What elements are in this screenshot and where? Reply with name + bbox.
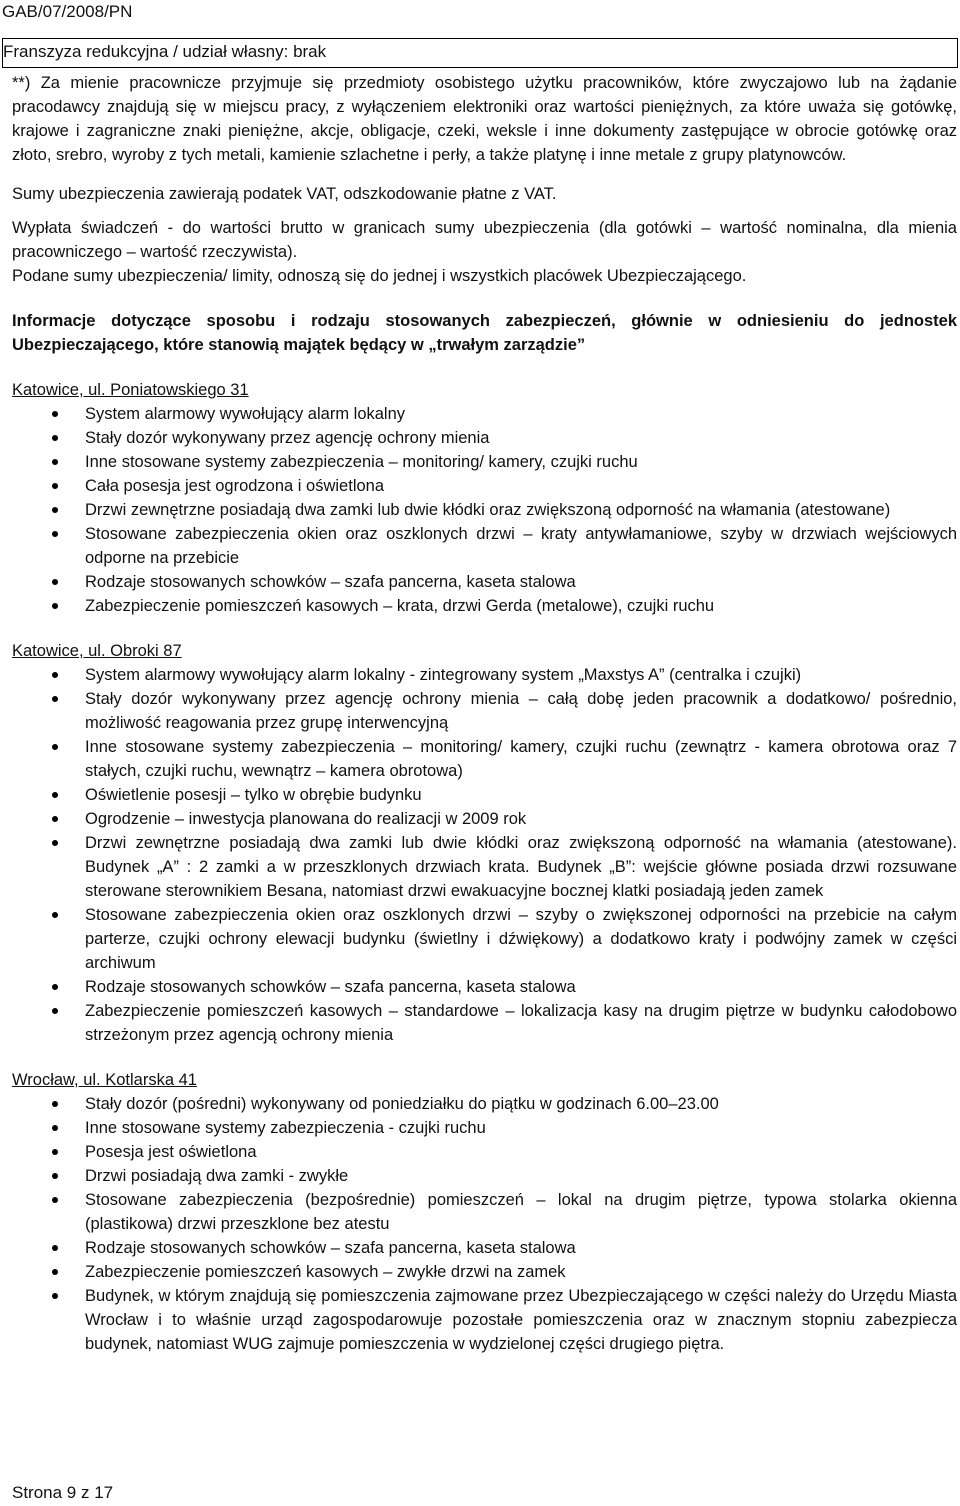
list-item: Zabezpieczenie pomieszczeń kasowych – standardowe – lokalizacja kasy na drugim piętrze w budynku całodobowo strzeżonym przez agencją ochrony mienia <box>12 999 957 1047</box>
bullet-icon <box>52 840 58 846</box>
list-item: Stały dozór wykonywany przez agencję ochrony mienia <box>12 426 957 450</box>
bullet-icon <box>52 1173 58 1179</box>
list-item: Drzwi zewnętrzne posiadają dwa zamki lub dwie kłódki oraz zwiększoną odporność na włamania (atestowane). Budynek „A” : 2 zamki a w przeszklonych drzwiach krata. Budynek „B”: wejście główne posiada drzwi rozsuwane sterowane sterownikiem Besana, natomiast drzwi ewakuacyjne bocznej klatki posiadają jeden zamek <box>12 831 957 903</box>
list-item: Budynek, w którym znajdują się pomieszczenia zajmowane przez Ubezpieczającego w części należy do Urzędu Miasta Wrocław i to właśnie urząd zagospodarowuje pozostałe pomieszczenia oraz w znacznym stopniu zabezpiecza budynek, natomiast WUG zajmuje pomieszczenia w wydzielonej części drugiego piętra. <box>12 1284 957 1356</box>
bullet-icon <box>52 912 58 918</box>
list-item: Cała posesja jest ogrodzona i oświetlona <box>12 474 957 498</box>
list-item: Stały dozór (pośredni) wykonywany od poniedziałku do piątku w godzinach 6.00–23.00 <box>12 1092 957 1116</box>
bullet-icon <box>52 507 58 513</box>
note-paragraph: **) Za mienie pracownicze przyjmuje się przedmioty osobistego użytku pracowników, które zwyczajowo lub na żądanie pracodawcy znajdują się w miejscu pracy, z wyłączeniem elektroniki oraz wartości pieniężnych, za które uważa się gotówkę, krajowe i zagraniczne znaki pieniężne, akcje, obligacje, czeki, weksle i inne dokumenty zastępujące w obrocie gotówkę oraz złoto, srebro, wyroby z tych metali, kamienie szlachetne i perły, a także platynę i inne metale z grupy platynowców. <box>12 74 957 164</box>
bullet-icon <box>52 411 58 417</box>
bullet-icon <box>52 696 58 702</box>
list-item: Inne stosowane systemy zabezpieczenia – monitoring/ kamery, czujki ruchu (zewnątrz - kamera obrotowa oraz 7 stałych, czujki ruchu, wewnątrz – kamera obrotowa) <box>12 735 957 783</box>
bullet-icon <box>52 744 58 750</box>
list-item: Rodzaje stosowanych schowków – szafa pancerna, kaseta stalowa <box>12 570 957 594</box>
bullet-icon <box>52 1149 58 1155</box>
vat-paragraph: Sumy ubezpieczenia zawierają podatek VAT, odszkodowanie płatne z VAT. <box>12 185 557 203</box>
list-item: Rodzaje stosowanych schowków – szafa pancerna, kaseta stalowa <box>12 975 957 999</box>
bullet-icon <box>52 984 58 990</box>
security-list <box>12 402 957 618</box>
location-section <box>12 639 957 1047</box>
bullet-icon <box>52 792 58 798</box>
list-item: Ogrodzenie – inwestycja planowana do realizacji w 2009 rok <box>12 807 957 831</box>
list-item: Drzwi posiadają dwa zamki - zwykłe <box>12 1164 957 1188</box>
bullet-icon <box>52 1125 58 1131</box>
list-item: Stały dozór wykonywany przez agencję ochrony mienia – całą dobę jeden pracownik a dodatkowo/ pośrednio, możliwość reagowania przez grupę interwencyjną <box>12 687 957 735</box>
list-item: Rodzaje stosowanych schowków – szafa pancerna, kaseta stalowa <box>12 1236 957 1260</box>
bullet-icon <box>52 1008 58 1014</box>
list-item: Inne stosowane systemy zabezpieczenia – monitoring/ kamery, czujki ruchu <box>12 450 957 474</box>
bullet-icon <box>52 531 58 537</box>
list-item: Inne stosowane systemy zabezpieczenia - czujki ruchu <box>12 1116 957 1140</box>
list-item: Stosowane zabezpieczenia okien oraz oszklonych drzwi – kraty antywłamaniowe, szyby w drzwiach wejściowych odporne na przebicie <box>12 522 957 570</box>
security-list <box>12 1092 957 1356</box>
location-title: Katowice, ul. Obroki 87 <box>12 642 182 660</box>
location-title: Wrocław, ul. Kotlarska 41 <box>12 1071 197 1089</box>
limits-paragraph: Podane sumy ubezpieczenia/ limity, odnoszą się do jednej i wszystkich placówek Ubezpieczającego. <box>12 267 747 285</box>
bullet-icon <box>52 672 58 678</box>
bullet-icon <box>52 1293 58 1299</box>
security-heading: Informacje dotyczące sposobu i rodzaju stosowanych zabezpieczeń, głównie w odniesieniu do jednostek Ubezpieczającego, które stanowią majątek będący w „trwałym zarządzie” <box>12 312 957 354</box>
location-section <box>12 378 957 618</box>
bullet-icon <box>52 1269 58 1275</box>
list-item: System alarmowy wywołujący alarm lokalny <box>12 402 957 426</box>
bullet-icon <box>52 1101 58 1107</box>
list-item: Zabezpieczenie pomieszczeń kasowych – zwykłe drzwi na zamek <box>12 1260 957 1284</box>
payout-paragraph: Wypłata świadczeń - do wartości brutto w granicach sumy ubezpieczenia (dla gotówki – wartość nominalna, dla mienia pracowniczego – wartość rzeczywista). <box>12 219 957 261</box>
document-body <box>12 71 957 1356</box>
bullet-icon <box>52 579 58 585</box>
policy-number: GAB/07/2008/PN <box>2 2 133 21</box>
list-item: Zabezpieczenie pomieszczeń kasowych – krata, drzwi Gerda (metalowe), czujki ruchu <box>12 594 957 618</box>
location-section <box>12 1068 957 1356</box>
franchise-box: Franszyza redukcyjna / udział własny: brak <box>2 38 958 68</box>
bullet-icon <box>52 459 58 465</box>
page-number: Strona 9 z 17 <box>12 1483 114 1502</box>
bullet-icon <box>52 483 58 489</box>
list-item: Drzwi zewnętrzne posiadają dwa zamki lub dwie kłódki oraz zwiększoną odporność na włamania (atestowane) <box>12 498 957 522</box>
bullet-icon <box>52 435 58 441</box>
list-item: Stosowane zabezpieczenia (bezpośrednie) pomieszczeń – lokal na drugim piętrze, typowa stolarka okienna (plastikowa) drzwi przeszklone bez atestu <box>12 1188 957 1236</box>
bullet-icon <box>52 603 58 609</box>
bullet-icon <box>52 1245 58 1251</box>
list-item: System alarmowy wywołujący alarm lokalny - zintegrowany system „Maxstys A” (centralka i czujki) <box>12 663 957 687</box>
bullet-icon <box>52 816 58 822</box>
list-item: Oświetlenie posesji – tylko w obrębie budynku <box>12 783 957 807</box>
location-title: Katowice, ul. Poniatowskiego 31 <box>12 381 249 399</box>
security-list <box>12 663 957 1047</box>
list-item: Stosowane zabezpieczenia okien oraz oszklonych drzwi – szyby o zwiększonej odporności na przebicie na całym parterze, czujki ochrony elewacji budynku (świetlny i dźwiękowy) a dodatkowo kraty i podwójny zamek w części archiwum <box>12 903 957 975</box>
bullet-icon <box>52 1197 58 1203</box>
list-item: Posesja jest oświetlona <box>12 1140 957 1164</box>
